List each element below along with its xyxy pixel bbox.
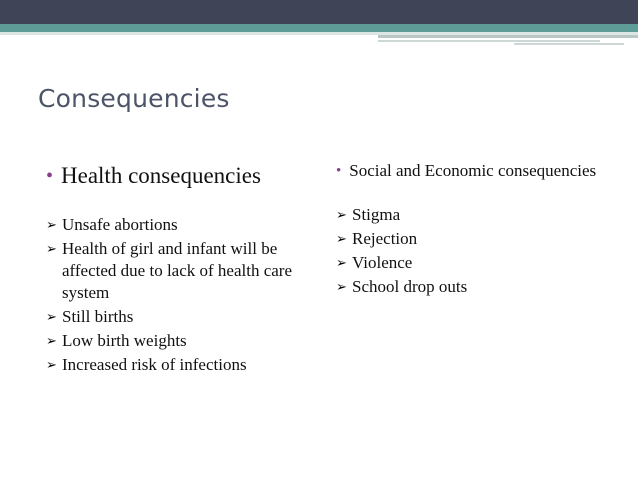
decorative-line — [378, 40, 600, 42]
list-item — [336, 228, 616, 250]
arrow-bullet-icon: ➢ — [46, 333, 57, 348]
left-heading-bullet — [46, 160, 326, 192]
right-column — [336, 160, 616, 300]
dot-bullet-icon: • — [46, 165, 54, 187]
right-heading-bullet — [336, 160, 616, 182]
arrow-bullet-icon: ➢ — [336, 231, 347, 246]
arrow-bullet-icon: ➢ — [336, 279, 347, 294]
arrow-bullet-icon: ➢ — [336, 255, 347, 270]
arrow-bullet-icon: ➢ — [46, 309, 57, 324]
left-column — [46, 160, 326, 378]
right-sub-list — [336, 204, 616, 298]
slide-title: Consequencies — [38, 84, 230, 113]
arrow-bullet-icon: ➢ — [46, 241, 57, 256]
list-item — [46, 330, 326, 352]
list-item — [46, 354, 326, 376]
list-item-text: Health of girl and infant will be affected due to lack of health care system — [62, 239, 292, 302]
list-item — [336, 276, 616, 298]
header-accent-band — [0, 24, 638, 32]
arrow-bullet-icon: ➢ — [46, 217, 57, 232]
left-heading: Health consequencies — [61, 163, 261, 188]
decorative-line — [514, 43, 624, 45]
list-item-text: Violence — [352, 253, 413, 272]
decorative-line — [378, 35, 638, 38]
dot-bullet-icon: • — [336, 163, 342, 179]
list-item-text: Increased risk of infections — [62, 355, 247, 374]
list-item — [336, 252, 616, 274]
header-band — [0, 0, 638, 24]
arrow-bullet-icon: ➢ — [46, 357, 57, 372]
list-item — [46, 214, 326, 236]
list-item-text: Stigma — [352, 205, 401, 224]
list-item — [336, 204, 616, 226]
list-item-text: Rejection — [352, 229, 418, 248]
arrow-bullet-icon: ➢ — [336, 207, 347, 222]
list-item — [46, 238, 326, 304]
list-item-text: Still births — [62, 307, 134, 326]
list-item-text: Unsafe abortions — [62, 215, 178, 234]
list-item-text: Low birth weights — [62, 331, 187, 350]
right-heading: Social and Economic consequencies — [349, 161, 597, 180]
list-item-text: School drop outs — [352, 277, 468, 296]
list-item — [46, 306, 326, 328]
left-sub-list — [46, 214, 326, 376]
